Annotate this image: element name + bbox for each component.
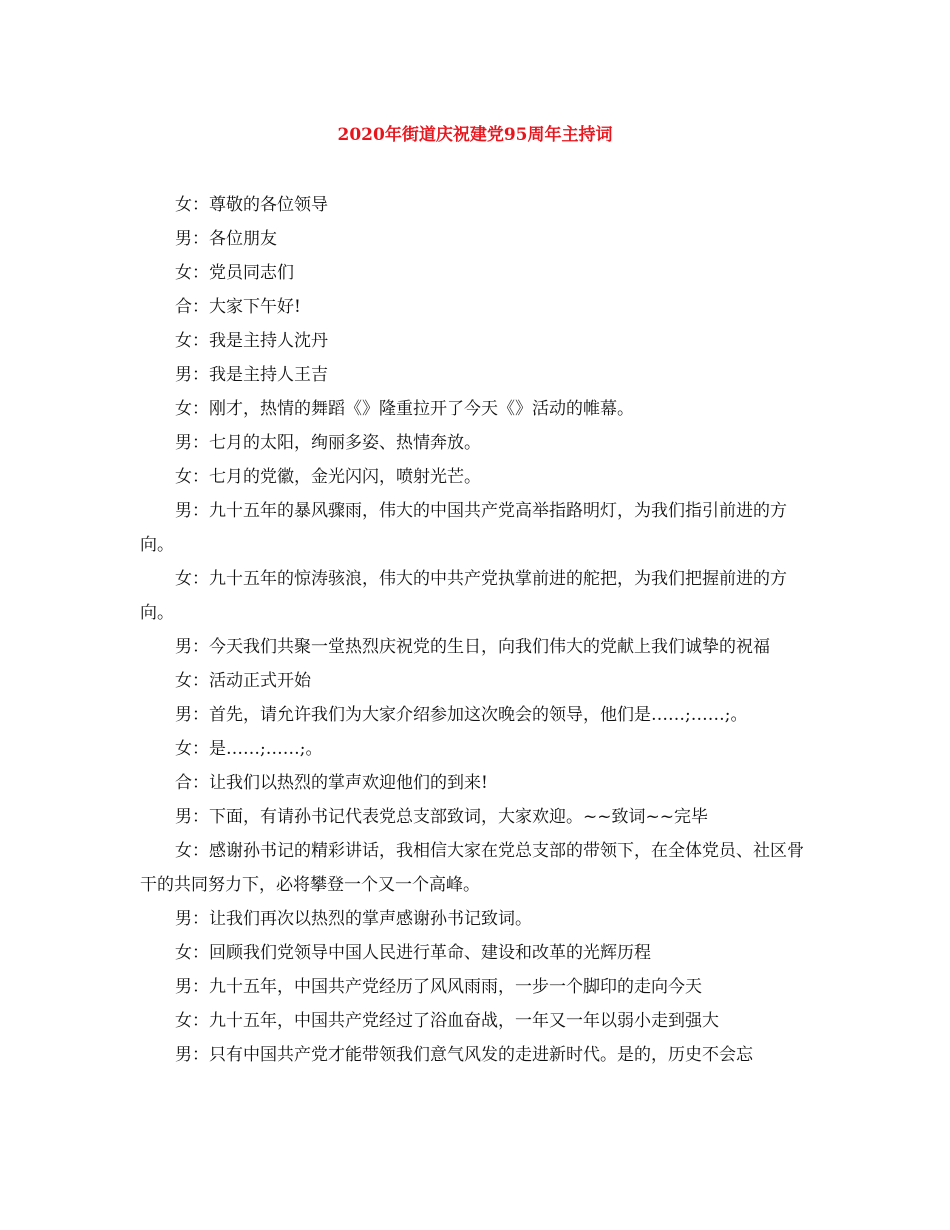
paragraph: 男：各位朋友 bbox=[175, 229, 277, 249]
paragraph: 女：活动正式开始 bbox=[175, 671, 311, 691]
paragraph: 男：下面，有请孙书记代表党总支部致词，大家欢迎。~~致词~~完毕 bbox=[175, 807, 708, 827]
paragraph: 女：九十五年的惊涛骇浪，伟大的中共产党执掌前进的舵把，为我们把握前进的方向。 bbox=[140, 569, 787, 623]
paragraph: 男：只有中国共产党才能带领我们意气风发的走进新时代。是的，历史不会忘 bbox=[175, 1045, 753, 1065]
paragraph: 男：今天我们共聚一堂热烈庆祝党的生日，向我们伟大的党献上我们诚挚的祝福 bbox=[175, 637, 770, 657]
paragraph: 男：九十五年的暴风骤雨，伟大的中国共产党高举指路明灯，为我们指引前进的方向。 bbox=[140, 501, 787, 555]
document-title: 2020年街道庆祝建党95周年主持词 bbox=[337, 125, 613, 145]
paragraph: 女：刚才，热情的舞蹈《》隆重拉开了今天《》活动的帷幕。 bbox=[175, 399, 634, 419]
paragraph: 女：是……;……;。 bbox=[175, 739, 323, 759]
paragraph: 女：尊敬的各位领导 bbox=[175, 195, 328, 215]
paragraph: 男：七月的太阳，绚丽多姿、热情奔放。 bbox=[175, 433, 481, 453]
paragraph: 男：九十五年，中国共产党经历了风风雨雨，一步一个脚印的走向今天 bbox=[175, 977, 702, 997]
paragraph: 合：大家下午好! bbox=[175, 297, 301, 317]
paragraph: 合：让我们以热烈的掌声欢迎他们的到来! bbox=[175, 773, 488, 793]
paragraph: 男：首先，请允许我们为大家介绍参加这次晚会的领导，他们是……;……;。 bbox=[175, 705, 748, 725]
document-body bbox=[140, 188, 812, 1072]
paragraph: 男：让我们再次以热烈的掌声感谢孙书记致词。 bbox=[175, 909, 532, 929]
paragraph: 女：感谢孙书记的精彩讲话，我相信大家在党总支部的带领下，在全体党员、社区骨干的共同努力下，必将攀登一个又一个高峰。 bbox=[140, 841, 804, 895]
paragraph: 女：九十五年，中国共产党经过了浴血奋战，一年又一年以弱小走到强大 bbox=[175, 1011, 719, 1031]
paragraph: 男：我是主持人王吉 bbox=[175, 365, 328, 385]
paragraph: 女：回顾我们党领导中国人民进行革命、建设和改革的光辉历程 bbox=[175, 943, 651, 963]
paragraph: 女：七月的党徽，金光闪闪，喷射光芒。 bbox=[175, 467, 481, 487]
paragraph: 女：党员同志们 bbox=[175, 263, 294, 283]
paragraph: 女：我是主持人沈丹 bbox=[175, 331, 328, 351]
